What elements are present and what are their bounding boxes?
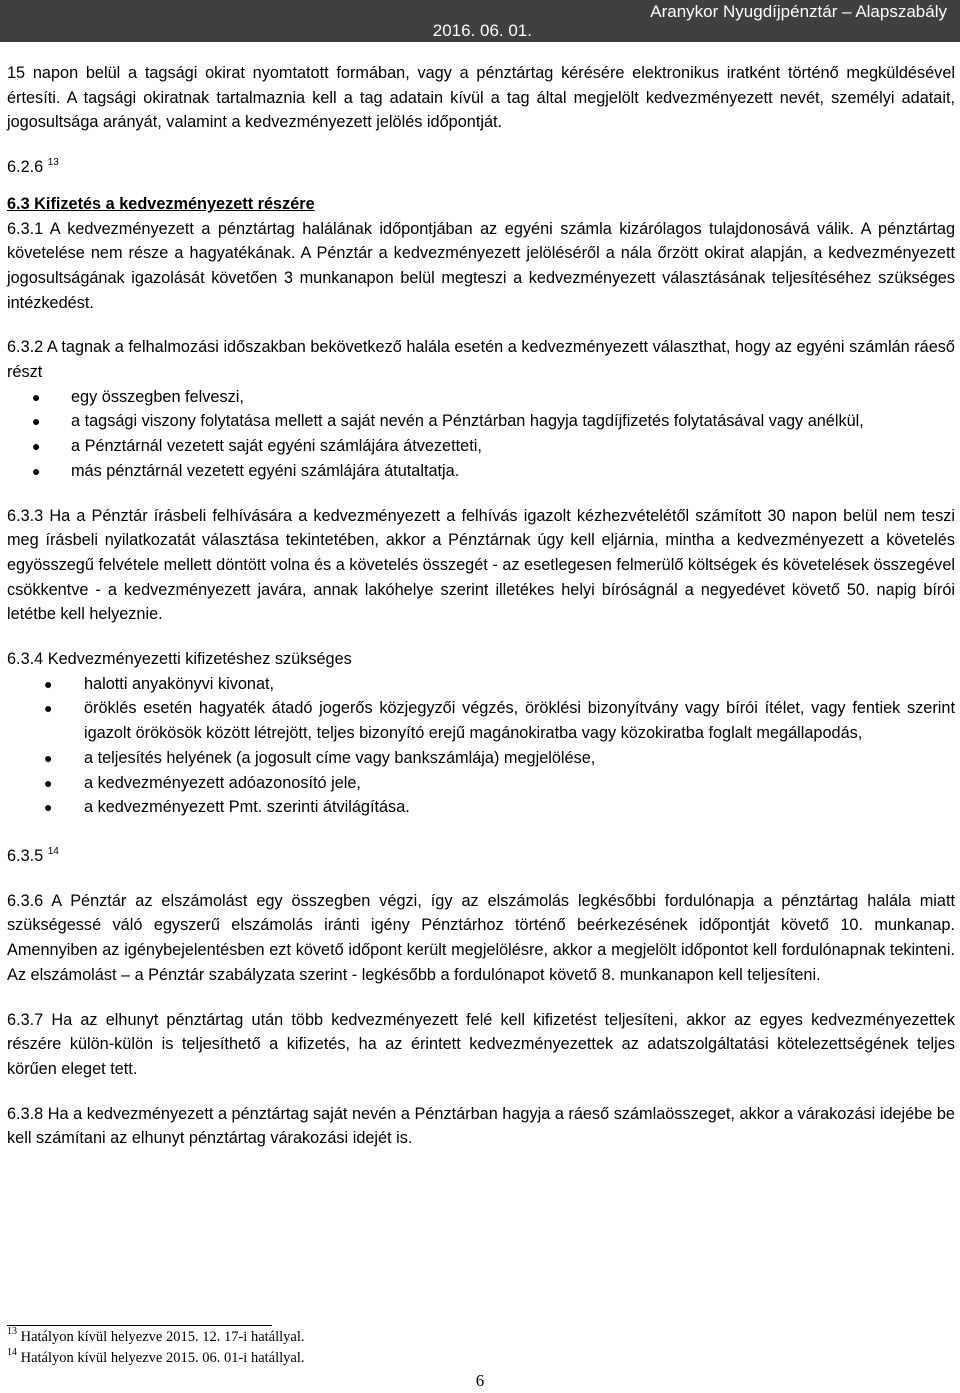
page-number: 6: [475, 1371, 485, 1390]
list-item: ● egy összegben felveszi,: [7, 385, 955, 410]
footnote-divider: [7, 1325, 272, 1326]
footnote-13: $^{13}$ Hatályon kívül helyezve 2015. 12. 17-i hatállyal.: [7, 1326, 305, 1345]
section-6-3-5: [7, 844, 955, 869]
list-item: ● a Pénztárnál vezetett saját egyéni számlájára átvezetteti,: [7, 434, 955, 459]
section-6-3-3: 6.3.3 Ha a Pénztár írásbeli felhívására a kedvezményezett a felhívás igazolt kézhezvételétől számított 30 napon belül nem teszi meg írásbeli nyilatkozatát választása tekintetében, akkor a Pénztárnak úgy kell eljárnia, mintha a kedvezményezett a követelés egyösszegű felvétele mellett döntött volna és a követelés összegét - az esetlegesen felmerülő költségek és követelések összegével csökkentve - a kedvezményezett javára, annak lakóhelye szerint illetékes helyi bíróságnál a negyedévet követő 50. napig bírói letétbe kell helyeznie.: [7, 506, 955, 624]
list-item: ● a kedvezményezett adóazonosító jele,: [7, 771, 955, 796]
intro-paragraph: 15 napon belül a tagsági okirat nyomtatott formában, vagy a pénztártag kérésére elektronikus iratként történő megküldésével értesíti. A tagsági okiratnak tartalmaznia kell a tag adatain kívül a tag által megjelölt kedvezményezett nevét, személyi adatait, jogosultsága arányát, valamint a kedvezményezett jelölés időpontját.: [7, 64, 955, 132]
section-6-3-heading: 6.3 Kifizetés a kedvezményezett részére: [7, 194, 315, 213]
list-item: ● a tagsági viszony folytatása mellett a saját nevén a Pénztárban hagyja tagdíjfizetés folytatásával vagy anélkül,: [7, 409, 955, 434]
required-documents-list: [7, 672, 955, 820]
document-body: [7, 61, 955, 1151]
section-6-2-6: [7, 155, 955, 180]
footnotes: [7, 1327, 907, 1369]
bullet-icon: ●: [44, 749, 53, 766]
bullet-icon: ●: [44, 700, 53, 717]
bullet-icon: ●: [44, 799, 53, 816]
section-number: 6.3.5: [7, 846, 44, 865]
section-number: 6.2.6: [7, 158, 44, 177]
bullet-icon: ●: [32, 462, 41, 479]
payout-options-list: [7, 385, 955, 484]
footnote-ref-14[interactable]: 14: [47, 845, 59, 857]
section-6-3-8: 6.3.8 Ha a kedvezményezett a pénztártag saját nevén a Pénztárban hagyja a ráeső számlaösszeget, akkor a várakozási idejébe be kell számítani az elhunyt pénztártag várakozási idejét is.: [7, 1104, 955, 1148]
footnote-14: $^{14}$ Hatályon kívül helyezve 2015. 06. 01-i hatállyal.: [7, 1347, 305, 1366]
list-item: ● más pénztárnál vezetett egyéni számlájára átutaltatja.: [7, 459, 955, 484]
list-item: ● a teljesítés helyének (a jogosult címe vagy bankszámlája) megjelölése,: [7, 746, 955, 771]
section-6-3-6: 6.3.6 A Pénztár az elszámolást egy összegben végzi, így az elszámolás legkésőbbi fordulónapja a pénztártag halála miatt szükségessé váló egyszerű elszámolás iránti igény Pénztárhoz történő beérkezésének időpontját követő 10. munkanap. Amennyiben az igénybejelentésben ezt követő időpont került megjelölésre, akkor a megjelölt időpontot kell fordulónapnak tekinteni. Az elszámolást – a Pénztár szabályzata szerint - legkésőbb a fordulónapot követő 8. munkanapon kell teljesíteni.: [7, 891, 955, 984]
document-date: 2016. 06. 01.: [432, 21, 532, 40]
bullet-icon: ●: [32, 388, 41, 405]
list-item: ● a kedvezményezett Pmt. szerinti átvilágítása.: [7, 795, 955, 820]
section-6-3-7: 6.3.7 Ha az elhunyt pénztártag után több kedvezményezett felé kell kifizetést teljesíteni, akkor az egyes kedvezményezettek részére külön-külön is teljesíthető a kifizetés, ha az érintett kedvezményezettek az adatszolgáltatási kötelezettségének teljes körűen eleget tett.: [7, 1010, 955, 1078]
section-6-3-4: 6.3.4 Kedvezményezetti kifizetéshez szükséges: [7, 650, 352, 669]
list-item: ● halotti anyakönyvi kivonat,: [7, 672, 955, 697]
list-item: ● öröklés esetén hagyaték átadó jogerős közjegyzői végzés, öröklési bizonyítvány vagy bírói ítélet, vagy fentiek szerint igazolt örökösök között létrejött, teljes bizonyító erejű magánokiratba vagy közokiratba foglalt megállapodás,: [7, 696, 955, 745]
section-6-3-2: 6.3.2 A tagnak a felhalmozási időszakban bekövetkező halála esetén a kedvezményezett választhat, hogy az egyéni számlán ráeső részt: [7, 338, 955, 382]
page-header: [0, 0, 960, 42]
document-title: Aranykor Nyugdíjpénztár – Alapszabály: [650, 2, 947, 21]
bullet-icon: ●: [32, 438, 41, 455]
bullet-icon: ●: [44, 774, 53, 791]
bullet-icon: ●: [44, 675, 53, 692]
section-6-3-1: 6.3.1 A kedvezményezett a pénztártag halálának időpontjában az egyéni számla kizárólagos tulajdonosává válik. A pénztártag követelése nem része a hagyatékának. A Pénztár a kedvezményezett jelöléséről a nála őrzött okirat alapján, a kedvezményezett jogosultságának igazolását követően 3 munkanapon belül megteszi a kedvezményezett választásának teljesítéséhez szükséges intézkedést.: [7, 219, 955, 312]
bullet-icon: ●: [32, 413, 41, 430]
footnote-ref-13[interactable]: 13: [47, 157, 59, 169]
